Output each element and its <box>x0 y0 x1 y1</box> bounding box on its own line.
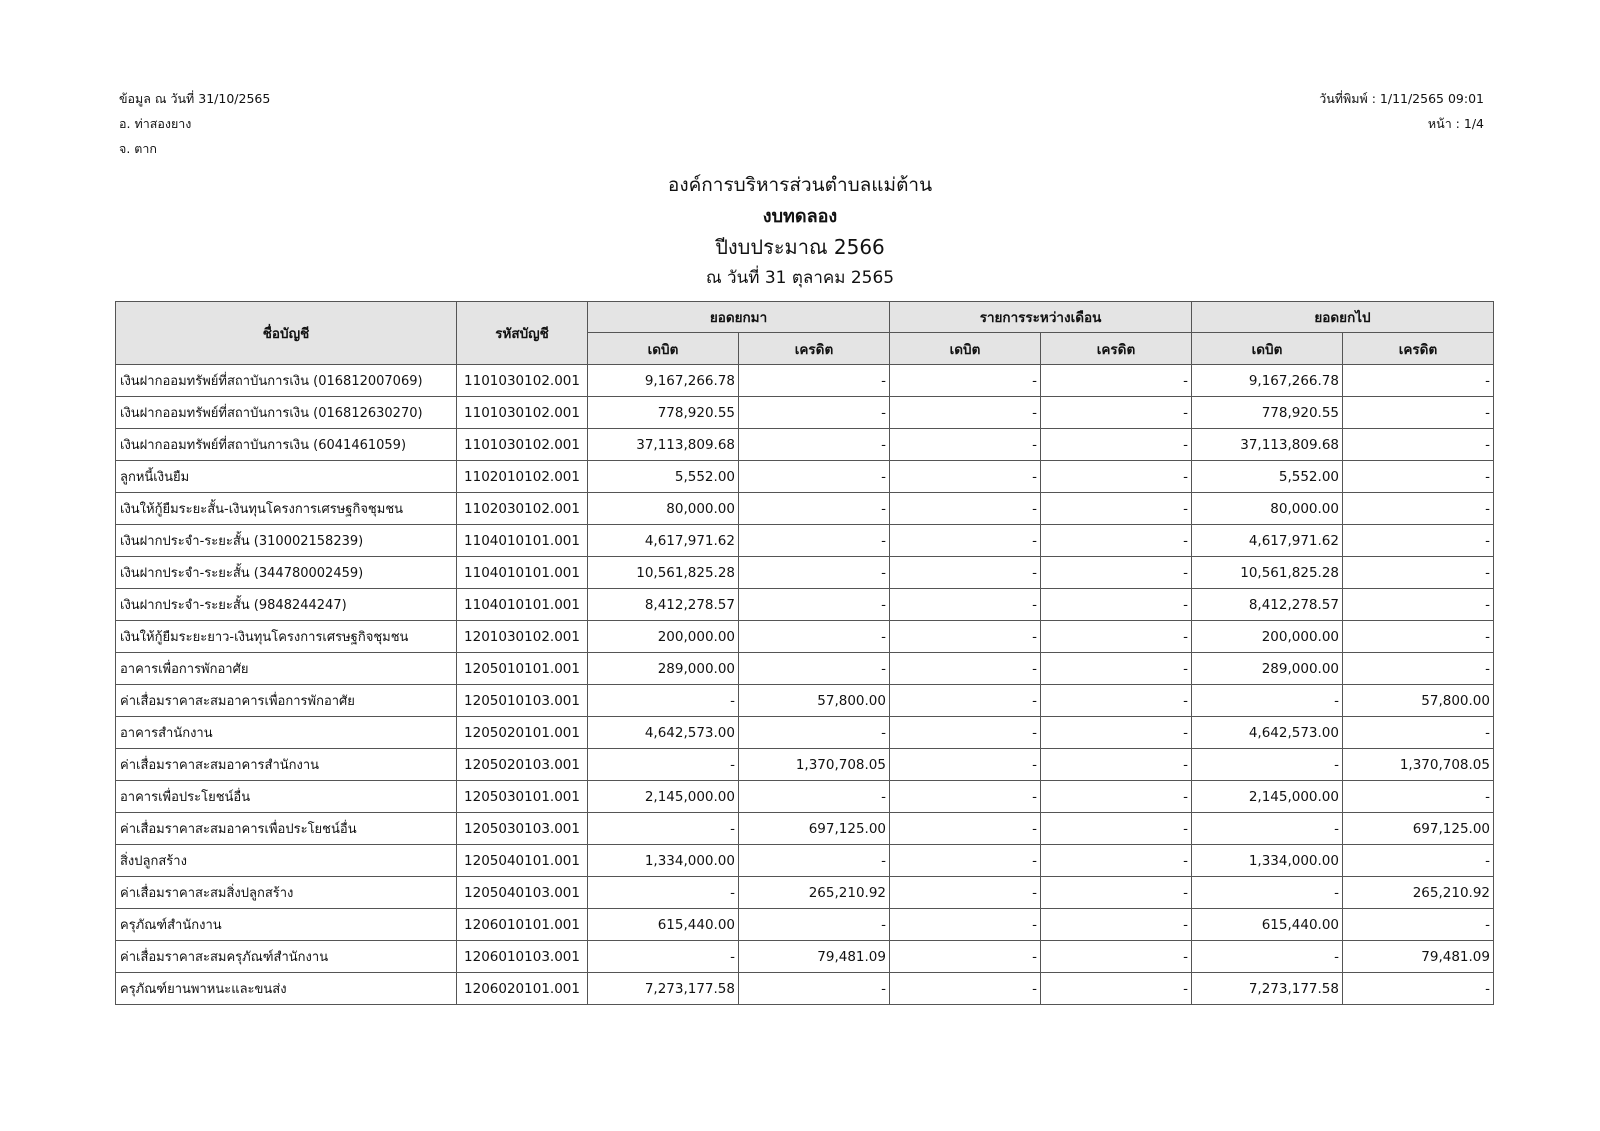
table-body <box>116 365 1494 1005</box>
account-name-cell: ค่าเสื่อมราคาสะสมอาคารเพื่อประโยชน์อื่น <box>116 813 457 845</box>
table-row <box>116 685 1494 717</box>
account-name-cell: ค่าเสื่อมราคาสะสมสิ่งปลูกสร้าง <box>116 877 457 909</box>
cf-credit-cell: - <box>1343 653 1494 685</box>
cf-credit-cell: 697,125.00 <box>1343 813 1494 845</box>
month-credit-cell: - <box>1041 909 1192 941</box>
month-debit-cell: - <box>890 749 1041 781</box>
account-name-cell: เงินให้กู้ยืมระยะสั้น-เงินทุนโครงการเศรษฐกิจชุมชน <box>116 493 457 525</box>
month-debit-cell: - <box>890 589 1041 621</box>
month-debit-cell: - <box>890 717 1041 749</box>
bf-debit-cell: 7,273,177.58 <box>588 973 739 1005</box>
fiscal-year-title: ปีงบประมาณ 2566 <box>715 235 885 259</box>
bf-debit-cell: 5,552.00 <box>588 461 739 493</box>
account-code-cell: 1206010101.001 <box>457 909 588 941</box>
month-credit-cell: - <box>1041 621 1192 653</box>
account-name-cell: เงินฝากออมทรัพย์ที่สถาบันการเงิน (6041461059) <box>116 429 457 461</box>
account-name-cell: ลูกหนี้เงินยืม <box>116 461 457 493</box>
table-row <box>116 845 1494 877</box>
cf-credit-cell: 265,210.92 <box>1343 877 1494 909</box>
account-code-cell: 1206010103.001 <box>457 941 588 973</box>
bf-debit-cell: 37,113,809.68 <box>588 429 739 461</box>
report-meta-left <box>119 86 270 161</box>
page-number: หน้า : 1/4 <box>1427 116 1484 131</box>
cf-debit-cell: 10,561,825.28 <box>1192 557 1343 589</box>
bf-debit-cell: - <box>588 685 739 717</box>
month-debit-cell: - <box>890 525 1041 557</box>
account-code-cell: 1206020101.001 <box>457 973 588 1005</box>
account-name-cell: ครุภัณฑ์ยานพาหนะและขนส่ง <box>116 973 457 1005</box>
month-credit-cell: - <box>1041 493 1192 525</box>
bf-debit-cell: - <box>588 813 739 845</box>
table-row <box>116 493 1494 525</box>
cf-debit-cell: 7,273,177.58 <box>1192 973 1343 1005</box>
report-meta-right <box>1319 86 1484 136</box>
month-credit-cell: - <box>1041 557 1192 589</box>
cf-debit-cell: - <box>1192 813 1343 845</box>
account-name-cell: อาคารสำนักงาน <box>116 717 457 749</box>
cf-debit-cell: - <box>1192 685 1343 717</box>
account-name-cell: อาคารเพื่อการพักอาศัย <box>116 653 457 685</box>
cf-debit-cell: 778,920.55 <box>1192 397 1343 429</box>
month-debit-cell: - <box>890 781 1041 813</box>
header-month-credit: เครดิต <box>1041 333 1192 365</box>
table-row <box>116 973 1494 1005</box>
account-code-cell: 1205030101.001 <box>457 781 588 813</box>
month-credit-cell: - <box>1041 397 1192 429</box>
bf-debit-cell: 10,561,825.28 <box>588 557 739 589</box>
account-name-cell: ค่าเสื่อมราคาสะสมอาคารเพื่อการพักอาศัย <box>116 685 457 717</box>
month-debit-cell: - <box>890 909 1041 941</box>
header-brought-forward: ยอดยกมา <box>588 302 890 333</box>
bf-credit-cell: - <box>739 493 890 525</box>
account-name-cell: เงินให้กู้ยืมระยะยาว-เงินทุนโครงการเศรษฐกิจชุมชน <box>116 621 457 653</box>
month-debit-cell: - <box>890 461 1041 493</box>
month-debit-cell: - <box>890 973 1041 1005</box>
as-of-date-title: ณ วันที่ 31 ตุลาคม 2565 <box>705 268 895 288</box>
account-code-cell: 1205020103.001 <box>457 749 588 781</box>
report-titles <box>0 170 1600 294</box>
table-row <box>116 653 1494 685</box>
cf-credit-cell: 1,370,708.05 <box>1343 749 1494 781</box>
account-name-cell: อาคารเพื่อประโยชน์อื่น <box>116 781 457 813</box>
account-name-cell: เงินฝากออมทรัพย์ที่สถาบันการเงิน (016812630270) <box>116 397 457 429</box>
account-name-cell: เงินฝากประจำ-ระยะสั้น (344780002459) <box>116 557 457 589</box>
account-code-cell: 1101030102.001 <box>457 365 588 397</box>
organization-title: องค์การบริหารส่วนตำบลแม่ต้าน <box>667 174 933 196</box>
bf-debit-cell: - <box>588 941 739 973</box>
table-row <box>116 397 1494 429</box>
account-name-cell: สิ่งปลูกสร้าง <box>116 845 457 877</box>
bf-debit-cell: 289,000.00 <box>588 653 739 685</box>
account-name-cell: ค่าเสื่อมราคาสะสมอาคารสำนักงาน <box>116 749 457 781</box>
cf-credit-cell: - <box>1343 461 1494 493</box>
month-credit-cell: - <box>1041 589 1192 621</box>
bf-debit-cell: 2,145,000.00 <box>588 781 739 813</box>
account-name-cell: ค่าเสื่อมราคาสะสมครุภัณฑ์สำนักงาน <box>116 941 457 973</box>
table-row <box>116 557 1494 589</box>
bf-credit-cell: - <box>739 397 890 429</box>
bf-debit-cell: 9,167,266.78 <box>588 365 739 397</box>
cf-debit-cell: 80,000.00 <box>1192 493 1343 525</box>
bf-debit-cell: 4,642,573.00 <box>588 717 739 749</box>
month-credit-cell: - <box>1041 461 1192 493</box>
month-debit-cell: - <box>890 877 1041 909</box>
print-date: วันที่พิมพ์ : 1/11/2565 09:01 <box>1319 91 1484 106</box>
cf-credit-cell: - <box>1343 525 1494 557</box>
table-row <box>116 781 1494 813</box>
cf-debit-cell: 289,000.00 <box>1192 653 1343 685</box>
bf-debit-cell: 4,617,971.62 <box>588 525 739 557</box>
cf-credit-cell: - <box>1343 621 1494 653</box>
cf-credit-cell: - <box>1343 589 1494 621</box>
account-code-cell: 1205040101.001 <box>457 845 588 877</box>
account-code-cell: 1104010101.001 <box>457 525 588 557</box>
month-debit-cell: - <box>890 813 1041 845</box>
account-code-cell: 1104010101.001 <box>457 557 588 589</box>
account-name-cell: เงินฝากประจำ-ระยะสั้น (9848244247) <box>116 589 457 621</box>
table-row <box>116 813 1494 845</box>
account-name-cell: เงินฝากออมทรัพย์ที่สถาบันการเงิน (016812007069) <box>116 365 457 397</box>
report-title: งบทดลอง <box>762 206 838 227</box>
account-code-cell: 1201030102.001 <box>457 621 588 653</box>
account-code-cell: 1205010103.001 <box>457 685 588 717</box>
month-credit-cell: - <box>1041 365 1192 397</box>
bf-credit-cell: - <box>739 589 890 621</box>
cf-credit-cell: 57,800.00 <box>1343 685 1494 717</box>
cf-credit-cell: - <box>1343 717 1494 749</box>
month-debit-cell: - <box>890 365 1041 397</box>
account-code-cell: 1205030103.001 <box>457 813 588 845</box>
table-row <box>116 461 1494 493</box>
month-credit-cell: - <box>1041 877 1192 909</box>
month-credit-cell: - <box>1041 653 1192 685</box>
bf-credit-cell: 79,481.09 <box>739 941 890 973</box>
table-row <box>116 749 1494 781</box>
header-carried-forward: ยอดยกไป <box>1192 302 1494 333</box>
bf-debit-cell: 1,334,000.00 <box>588 845 739 877</box>
bf-debit-cell: - <box>588 749 739 781</box>
cf-debit-cell: 5,552.00 <box>1192 461 1343 493</box>
bf-credit-cell: 265,210.92 <box>739 877 890 909</box>
bf-credit-cell: - <box>739 461 890 493</box>
cf-debit-cell: 8,412,278.57 <box>1192 589 1343 621</box>
cf-debit-cell: - <box>1192 749 1343 781</box>
bf-credit-cell: - <box>739 717 890 749</box>
account-name-cell: ครุภัณฑ์สำนักงาน <box>116 909 457 941</box>
cf-credit-cell: - <box>1343 397 1494 429</box>
cf-credit-cell: - <box>1343 845 1494 877</box>
account-code-cell: 1205040103.001 <box>457 877 588 909</box>
cf-credit-cell: - <box>1343 557 1494 589</box>
month-credit-cell: - <box>1041 717 1192 749</box>
table-row <box>116 941 1494 973</box>
month-credit-cell: - <box>1041 429 1192 461</box>
cf-debit-cell: 37,113,809.68 <box>1192 429 1343 461</box>
account-code-cell: 1104010101.001 <box>457 589 588 621</box>
month-debit-cell: - <box>890 621 1041 653</box>
month-credit-cell: - <box>1041 781 1192 813</box>
cf-credit-cell: - <box>1343 973 1494 1005</box>
header-account-code: รหัสบัญชี <box>457 302 588 365</box>
month-debit-cell: - <box>890 557 1041 589</box>
month-debit-cell: - <box>890 845 1041 877</box>
bf-debit-cell: 8,412,278.57 <box>588 589 739 621</box>
bf-credit-cell: - <box>739 653 890 685</box>
account-name-cell: เงินฝากประจำ-ระยะสั้น (310002158239) <box>116 525 457 557</box>
data-date: ข้อมูล ณ วันที่ 31/10/2565 <box>119 91 271 106</box>
trial-balance-table <box>115 301 1494 1005</box>
cf-debit-cell: 2,145,000.00 <box>1192 781 1343 813</box>
cf-credit-cell: - <box>1343 365 1494 397</box>
bf-credit-cell: - <box>739 525 890 557</box>
header-cf-credit: เครดิต <box>1343 333 1494 365</box>
cf-credit-cell: - <box>1343 781 1494 813</box>
bf-credit-cell: 697,125.00 <box>739 813 890 845</box>
district: อ. ท่าสองยาง <box>119 116 192 131</box>
table-row <box>116 717 1494 749</box>
bf-credit-cell: 1,370,708.05 <box>739 749 890 781</box>
table-row <box>116 525 1494 557</box>
month-debit-cell: - <box>890 685 1041 717</box>
cf-debit-cell: 9,167,266.78 <box>1192 365 1343 397</box>
month-credit-cell: - <box>1041 973 1192 1005</box>
month-credit-cell: - <box>1041 749 1192 781</box>
month-debit-cell: - <box>890 653 1041 685</box>
account-code-cell: 1101030102.001 <box>457 429 588 461</box>
cf-credit-cell: - <box>1343 429 1494 461</box>
month-credit-cell: - <box>1041 685 1192 717</box>
cf-debit-cell: 615,440.00 <box>1192 909 1343 941</box>
bf-credit-cell: - <box>739 781 890 813</box>
bf-credit-cell: - <box>739 365 890 397</box>
bf-credit-cell: - <box>739 845 890 877</box>
header-month-debit: เดบิต <box>890 333 1041 365</box>
cf-debit-cell: 200,000.00 <box>1192 621 1343 653</box>
cf-debit-cell: 4,642,573.00 <box>1192 717 1343 749</box>
month-debit-cell: - <box>890 429 1041 461</box>
account-code-cell: 1102010102.001 <box>457 461 588 493</box>
month-debit-cell: - <box>890 397 1041 429</box>
month-credit-cell: - <box>1041 813 1192 845</box>
month-debit-cell: - <box>890 941 1041 973</box>
header-cf-debit: เดบิต <box>1192 333 1343 365</box>
bf-credit-cell: 57,800.00 <box>739 685 890 717</box>
cf-credit-cell: - <box>1343 493 1494 525</box>
bf-debit-cell: 778,920.55 <box>588 397 739 429</box>
province: จ. ตาก <box>119 141 157 156</box>
header-bf-debit: เดบิต <box>588 333 739 365</box>
table-row <box>116 909 1494 941</box>
table-row <box>116 589 1494 621</box>
header-account-name: ชื่อบัญชี <box>116 302 457 365</box>
month-debit-cell: - <box>890 493 1041 525</box>
cf-credit-cell: 79,481.09 <box>1343 941 1494 973</box>
cf-credit-cell: - <box>1343 909 1494 941</box>
month-credit-cell: - <box>1041 845 1192 877</box>
header-during-month: รายการระหว่างเดือน <box>890 302 1192 333</box>
cf-debit-cell: - <box>1192 877 1343 909</box>
bf-credit-cell: - <box>739 973 890 1005</box>
header-bf-credit: เครดิต <box>739 333 890 365</box>
table-row <box>116 365 1494 397</box>
account-code-cell: 1102030102.001 <box>457 493 588 525</box>
account-code-cell: 1101030102.001 <box>457 397 588 429</box>
month-credit-cell: - <box>1041 525 1192 557</box>
bf-debit-cell: 80,000.00 <box>588 493 739 525</box>
bf-debit-cell: 200,000.00 <box>588 621 739 653</box>
cf-debit-cell: 4,617,971.62 <box>1192 525 1343 557</box>
bf-debit-cell: - <box>588 877 739 909</box>
month-credit-cell: - <box>1041 941 1192 973</box>
bf-credit-cell: - <box>739 429 890 461</box>
cf-debit-cell: 1,334,000.00 <box>1192 845 1343 877</box>
account-code-cell: 1205020101.001 <box>457 717 588 749</box>
bf-credit-cell: - <box>739 557 890 589</box>
account-code-cell: 1205010101.001 <box>457 653 588 685</box>
table-row <box>116 877 1494 909</box>
cf-debit-cell: - <box>1192 941 1343 973</box>
bf-credit-cell: - <box>739 621 890 653</box>
bf-credit-cell: - <box>739 909 890 941</box>
bf-debit-cell: 615,440.00 <box>588 909 739 941</box>
table-row <box>116 621 1494 653</box>
table-row <box>116 429 1494 461</box>
